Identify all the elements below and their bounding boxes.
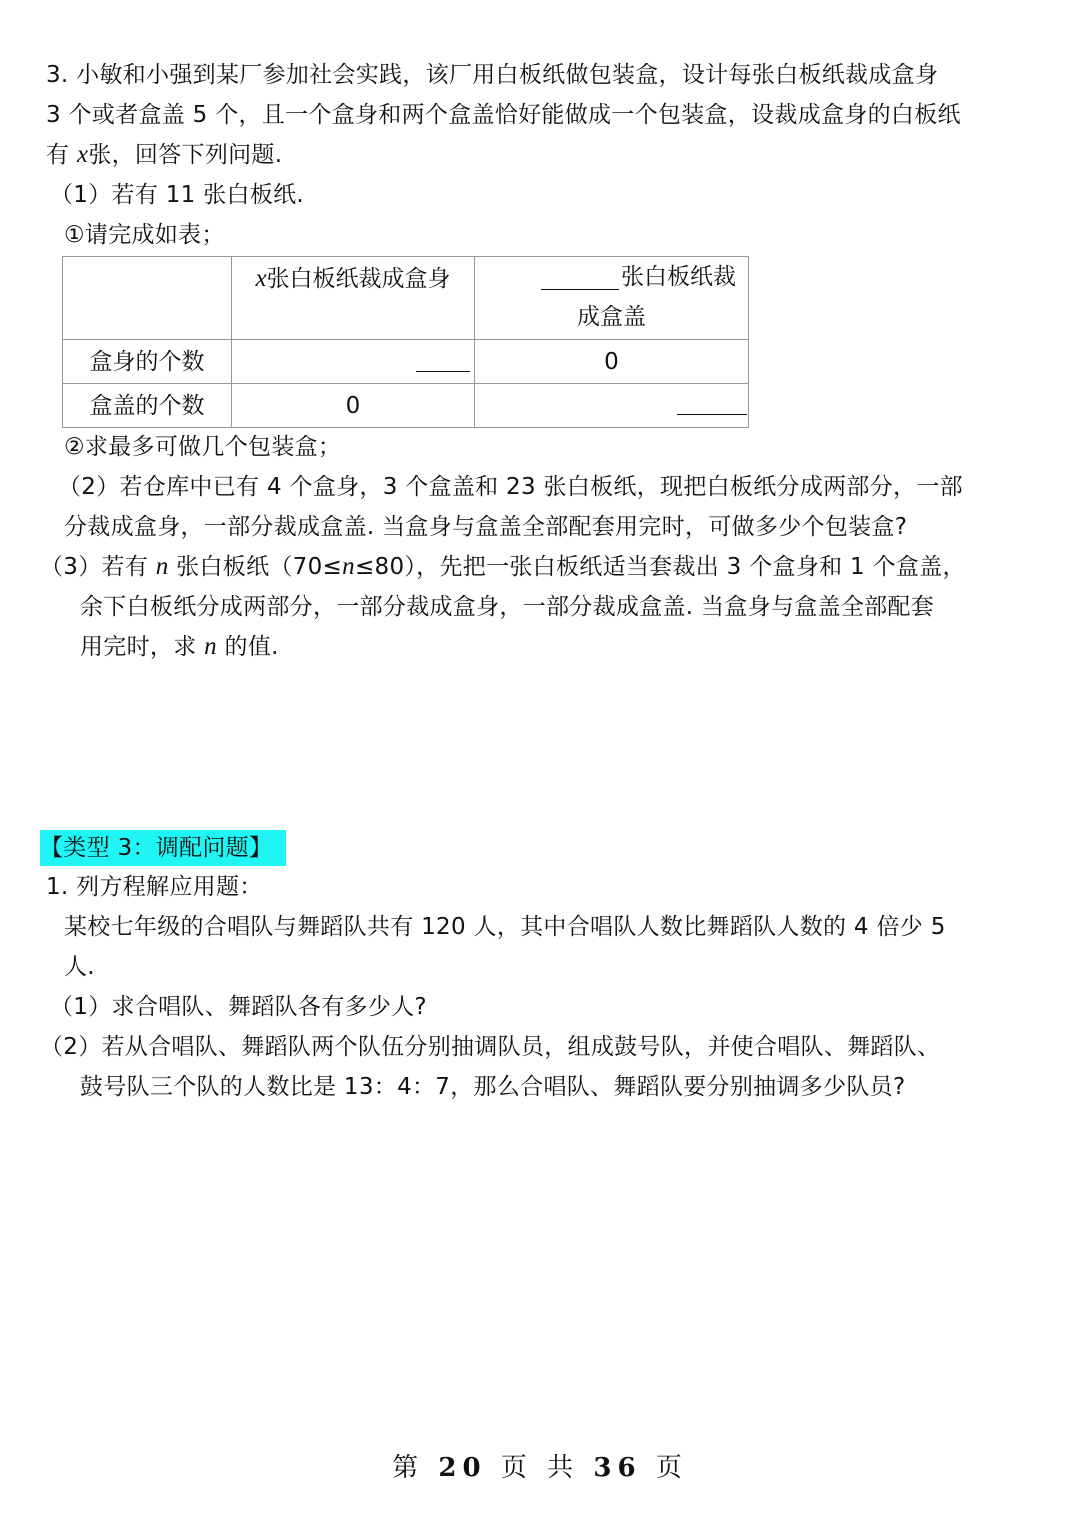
variable-x: x: [76, 141, 89, 168]
cell-body-count-blank: [232, 340, 475, 384]
cell-body-count-lid: 0: [475, 340, 749, 384]
blank-body-count[interactable]: [416, 371, 470, 372]
q3-line-2: 3 个或者盒盖 5 个，且一个盒身和两个盒盖恰好能做成一个包装盒，设裁成盒身的白板纸: [46, 102, 961, 128]
q3-line-1: 3. 小敏和小强到某厂参加社会实践，该厂用白板纸做包装盒，设计每张白板纸裁成盒身: [46, 62, 939, 88]
fill-in-table: [62, 256, 749, 428]
q3-part-1-sub-1: ①请完成如表；: [64, 222, 225, 248]
table-header-body: x张白板纸裁成盒身: [232, 257, 475, 340]
cell-lid-count-body: 0: [232, 384, 475, 428]
q3-part-1-sub-2: ②求最多可做几个包装盒；: [64, 434, 342, 460]
row-label-lid-count: 盒盖的个数: [63, 384, 232, 428]
blank-lid-count[interactable]: [677, 414, 747, 415]
q3-part-3-line-3: 用完时，求 n 的值.: [80, 633, 279, 660]
q3-part-1: （1）若有 11 张白板纸.: [50, 182, 305, 208]
page-footer: 第 20 页 共 36 页: [392, 1453, 688, 1483]
total-pages-number: 36: [593, 1453, 642, 1483]
q3-part-2-line-2: 分裁成盒身，一部分裁成盒盖. 当盒身与盒盖全部配套用完时，可做多少个包装盒?: [64, 514, 908, 540]
s-q1-part-2-line-2: 鼓号队三个队的人数比是 13：4：7，那么合唱队、舞蹈队要分别抽调多少队员?: [80, 1074, 906, 1100]
blank-header-count[interactable]: [541, 289, 619, 290]
s-q1-stem-1: 某校七年级的合唱队与舞蹈队共有 120 人，其中合唱队人数比舞蹈队人数的 4 倍少 5: [64, 914, 946, 940]
s-q1-stem-2: 人.: [64, 954, 95, 980]
q3-line-3: 有 x张，回答下列问题.: [46, 141, 283, 168]
s-q1-part-1: （1）求合唱队、舞蹈队各有多少人?: [50, 994, 427, 1020]
current-page-number: 20: [438, 1453, 487, 1483]
cell-lid-count-blank: [475, 384, 749, 428]
row-label-body-count: 盒身的个数: [63, 340, 232, 384]
q3-part-2-line-1: （2）若仓库中已有 4 个盒身，3 个盒盖和 23 张白板纸，现把白板纸分成两部分，一部: [58, 474, 963, 500]
q3-part-3-line-1: （3）若有 n 张白板纸（70≤n≤80），先把一张白板纸适当套裁出 3 个盒身和 1 个盒盖，: [40, 553, 966, 580]
section-tag: 【类型 3：调配问题】: [40, 835, 273, 861]
table-header-lid: 张白板纸裁 成盒盖: [475, 257, 749, 340]
s-q1-part-2-line-1: （2）若从合唱队、舞蹈队两个队伍分别抽调队员，组成鼓号队，并使合唱队、舞蹈队、: [40, 1034, 941, 1060]
table-corner-cell: [63, 257, 232, 340]
s-q1-title: 1. 列方程解应用题：: [46, 874, 263, 900]
variable-n: n: [155, 553, 169, 580]
q3-part-3-line-2: 余下白板纸分成两部分，一部分裁成盒身，一部分裁成盒盖. 当盒身与盒盖全部配套: [80, 594, 935, 620]
